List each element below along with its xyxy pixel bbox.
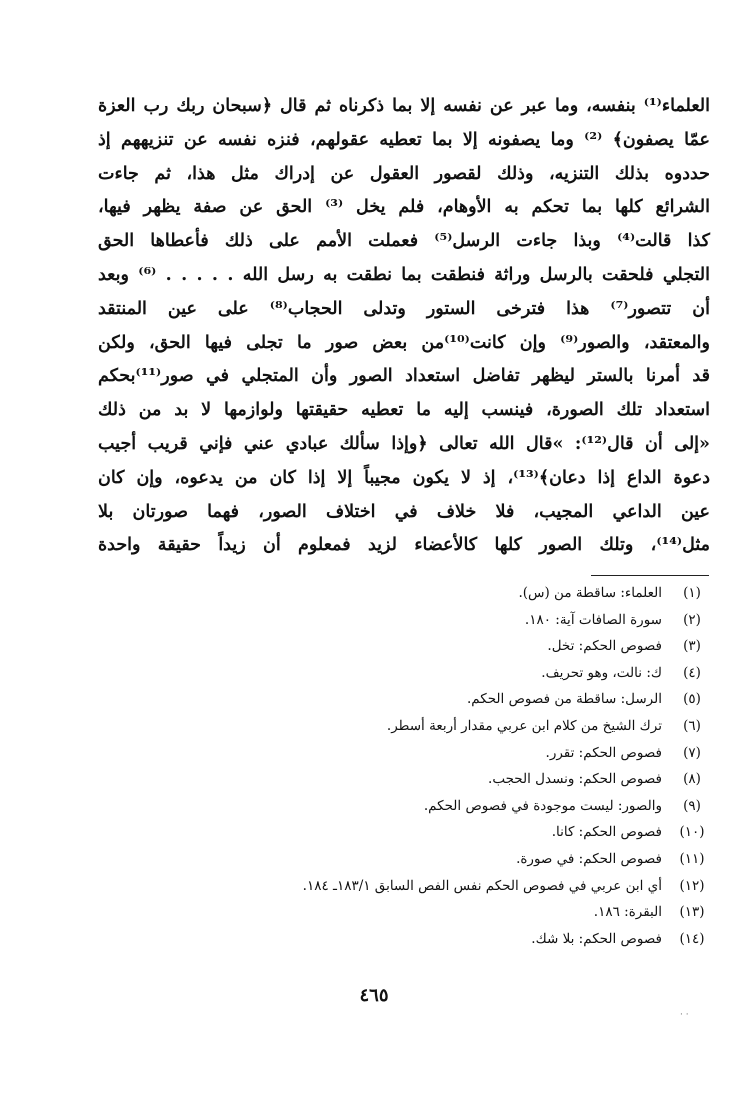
footnote-separator-rule (591, 575, 709, 576)
main-text-block (98, 90, 710, 563)
footnote-number: (٩) (683, 797, 701, 814)
footnote-number: (٦) (683, 717, 701, 734)
footnote-text: فصوص الحكم: تقرر. (545, 744, 662, 761)
footnote-text: فصوص الحكم: تخل. (547, 638, 662, 655)
footnote-text: فصوص الحكم: في صورة. (516, 850, 662, 867)
footnote-item (150, 633, 710, 660)
main-text-line: أن تتصور⁽⁷⁾ هذا فترخى الستور وتدلى الحجاب⁽⁸⁾ على عين المنتقد (98, 298, 710, 319)
footnote-text: ك: نالت، وهو تحريف. (541, 664, 662, 681)
footnote-item (150, 713, 710, 740)
footnote-number: (٣) (683, 638, 701, 655)
main-text-line: التجلي فلحقت بالرسل وراثة فنطقت بما نطقت به رسل الله . . . . . ⁽⁶⁾ وبعد (98, 264, 710, 285)
footnote-item (150, 740, 710, 767)
footnotes-list (150, 580, 710, 952)
main-text-line: عين الداعي المجيب، فلا خلاف في اختلاف الصور، فهما صورتان بلا (98, 501, 710, 522)
footnote-item (150, 766, 710, 793)
footnote-number: (٢) (683, 611, 701, 628)
footnote-item (150, 819, 710, 846)
footnote-number: (١٠) (679, 824, 705, 841)
main-text-line: «إلى أن قال⁽¹²⁾: »قال الله تعالى ﴿وإذا سألك عبادي عني فإني قريب أجيب (98, 433, 710, 454)
main-text-line: والمعتقد، والصور⁽⁹⁾ وإن كانت⁽¹⁰⁾من بعض صور ما تجلى فيها الحق، ولكن (98, 332, 710, 353)
main-text-line: استعداد تلك الصورة، فينسب إليه ما تعطيه حقيقتها ولوازمها لا بد من ذلك (98, 400, 710, 421)
footnote-text: فصوص الحكم: بلا شك. (531, 930, 662, 947)
footnote-item (150, 607, 710, 634)
main-text-line: العلماء⁽¹⁾ بنفسه، وما عبر عن نفسه إلا بما ذكرناه ثم قال ﴿سبحان ربك رب العزة (98, 96, 710, 116)
footnote-text: سورة الصافات آية: ١٨٠. (524, 611, 662, 628)
footnote-number: (١٤) (679, 930, 705, 947)
footnote-text: الرسل: ساقطة من فصوص الحكم. (466, 691, 662, 708)
footnote-item (150, 873, 710, 900)
footnote-text: العلماء: ساقطة من (س). (518, 585, 662, 601)
footnote-text: فصوص الحكم: ونسدل الحجب. (488, 771, 662, 788)
footnote-item (150, 846, 710, 873)
main-text-line: قد أمرنا بالستر ليظهر تفاضل استعداد الصور وأن المتجلي في صور⁽¹¹⁾بحكم (98, 366, 710, 387)
main-text-line: كذا قالت⁽⁴⁾ وبذا جاءت الرسل⁽⁵⁾ فعملت الأمم على ذلك فأعطاها الحق (98, 231, 711, 252)
main-text-line: دعوة الداع إذا دعان﴾⁽¹³⁾، إذ لا يكون مجيباً إلا إذا كان من يدعوه، وإن كان (98, 467, 710, 488)
footnote-number: (٨) (683, 771, 701, 788)
page-number: ٤٦٥ (359, 985, 389, 1006)
footnote-item (150, 899, 710, 926)
footnote-item (150, 686, 710, 713)
margin-dots-mark: · · (680, 1010, 689, 1020)
footnote-item (150, 660, 710, 687)
main-text-line: مثل⁽¹⁴⁾، وتلك الصور كلها كالأعضاء لزيد فمعلوم أن زيداً حقيقة واحدة (98, 535, 710, 556)
footnote-item (150, 793, 710, 820)
footnote-text: ترك الشيخ من كلام ابن عربي مقدار أربعة أسطر. (386, 717, 662, 734)
footnote-number: (٥) (683, 691, 701, 708)
footnote-text: أي ابن عربي في فصوص الحكم نفس الفص السابق ١٨٣/١ـ ١٨٤. (302, 877, 662, 894)
main-text-line: الشرائع كلها بما تحكم به الأوهام، فلم يخل ⁽³⁾ الحق عن صفة يظهر فيها، (98, 197, 710, 218)
footnote-number: (١٣) (679, 904, 705, 921)
footnote-number: (٤) (683, 664, 701, 681)
footnote-number: (١١) (679, 850, 705, 867)
main-text-line: عمّا يصفون﴾ ⁽²⁾ وما يصفونه إلا بما تعطيه عقولهم، فنزه نفسه عن تنزيههم إذ (98, 129, 710, 150)
footnote-text: فصوص الحكم: كانا. (551, 824, 662, 841)
footnote-text: والصور: ليست موجودة في فصوص الحكم. (423, 797, 662, 814)
main-text-line: حددوه بذلك التنزيه، وذلك لقصور العقول عن إدراك مثل هذا، ثم جاءت (98, 163, 710, 184)
footnote-item (150, 926, 710, 953)
footnote-number: (١٢) (679, 877, 705, 894)
footnote-text: البقرة: ١٨٦. (593, 904, 662, 921)
footnote-item (150, 580, 710, 607)
footnote-number: (٧) (683, 744, 701, 761)
footnote-number: (١) (683, 585, 701, 601)
